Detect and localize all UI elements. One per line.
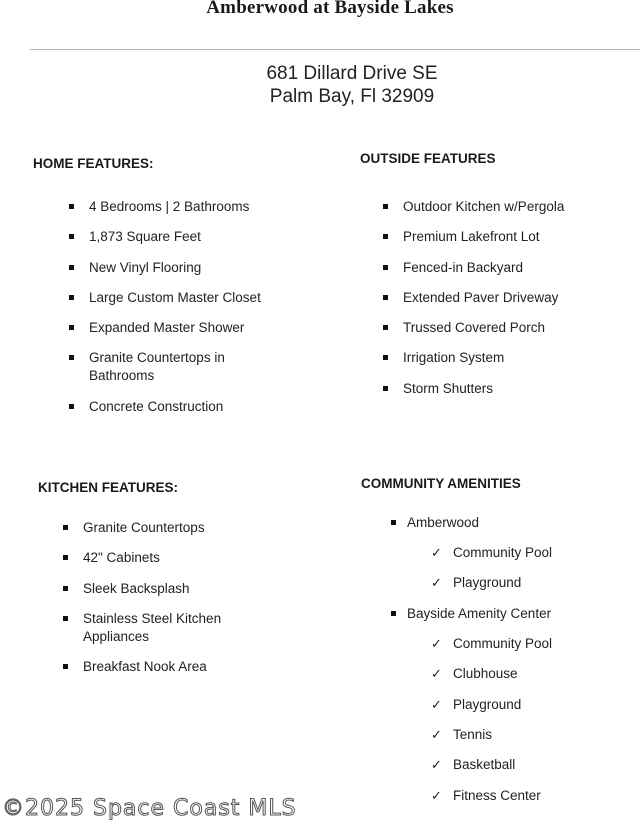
amenity-group-bayside: Bayside Amenity Center	[391, 605, 551, 623]
list-item: Premium Lakefront Lot	[383, 228, 623, 246]
list-item: Extended Paver Driveway	[383, 289, 623, 307]
list-item: Sleek Backsplash	[63, 580, 253, 598]
address-line-2: Palm Bay, Fl 32909	[269, 86, 435, 107]
checkmark-icon: ✓	[431, 666, 442, 681]
list-item: Expanded Master Shower	[69, 319, 279, 337]
list-item: ✓ Tennis	[431, 727, 493, 742]
amenity-group-amberwood: Amberwood	[391, 514, 479, 532]
checkmark-icon: ✓	[431, 757, 442, 772]
list-item: ✓ Fitness Center	[431, 788, 541, 803]
list-item: Breakfast Nook Area	[63, 658, 253, 676]
list-item: Irrigation System	[383, 349, 623, 367]
checkmark-icon: ✓	[431, 788, 442, 803]
checkmark-icon: ✓	[431, 727, 442, 742]
page-title: Amberwood at Bayside Lakes	[206, 0, 454, 18]
list-item: ✓ Community Pool	[431, 545, 553, 560]
outside-features-list	[383, 198, 623, 410]
checkmark-icon: ✓	[431, 636, 442, 651]
list-item: Concrete Construction	[69, 398, 279, 416]
list-item: Trussed Covered Porch	[383, 319, 623, 337]
outside-features-heading: OUTSIDE FEATURES	[360, 151, 496, 166]
kitchen-features-heading: KITCHEN FEATURES:	[38, 480, 178, 495]
list-item: 4 Bedrooms | 2 Bathrooms	[69, 198, 279, 216]
community-amenities-heading: COMMUNITY AMENITIES	[361, 476, 521, 491]
list-item: Fenced-in Backyard	[383, 259, 623, 277]
home-features-list	[69, 198, 279, 428]
list-item: ✓ Community Pool	[431, 636, 553, 651]
list-item: ✓ Playground	[431, 575, 522, 590]
divider	[30, 49, 640, 50]
list-item: ✓ Clubhouse	[431, 666, 518, 681]
watermark: ©2025 Space Coast MLS	[2, 796, 297, 821]
list-item: ✓ Playground	[431, 697, 522, 712]
list-item: Granite Countertops	[63, 519, 253, 537]
list-item: 1,873 Square Feet	[69, 228, 279, 246]
checkmark-icon: ✓	[431, 545, 442, 560]
list-item: Outdoor Kitchen w/Pergola	[383, 198, 623, 216]
kitchen-features-list	[63, 519, 253, 688]
list-item: Granite Countertops in Bathrooms	[69, 349, 249, 385]
checkmark-icon: ✓	[431, 697, 442, 712]
home-features-heading: HOME FEATURES:	[33, 156, 154, 171]
checkmark-icon: ✓	[431, 575, 442, 590]
list-item: ✓ Basketball	[431, 757, 516, 772]
list-item: 42" Cabinets	[63, 549, 253, 567]
address-line-1: 681 Dillard Drive SE	[266, 63, 438, 84]
list-item: Large Custom Master Closet	[69, 289, 279, 307]
list-item: Stainless Steel Kitchen Appliances	[63, 610, 243, 646]
list-item: New Vinyl Flooring	[69, 259, 279, 277]
list-item: Storm Shutters	[383, 380, 623, 398]
